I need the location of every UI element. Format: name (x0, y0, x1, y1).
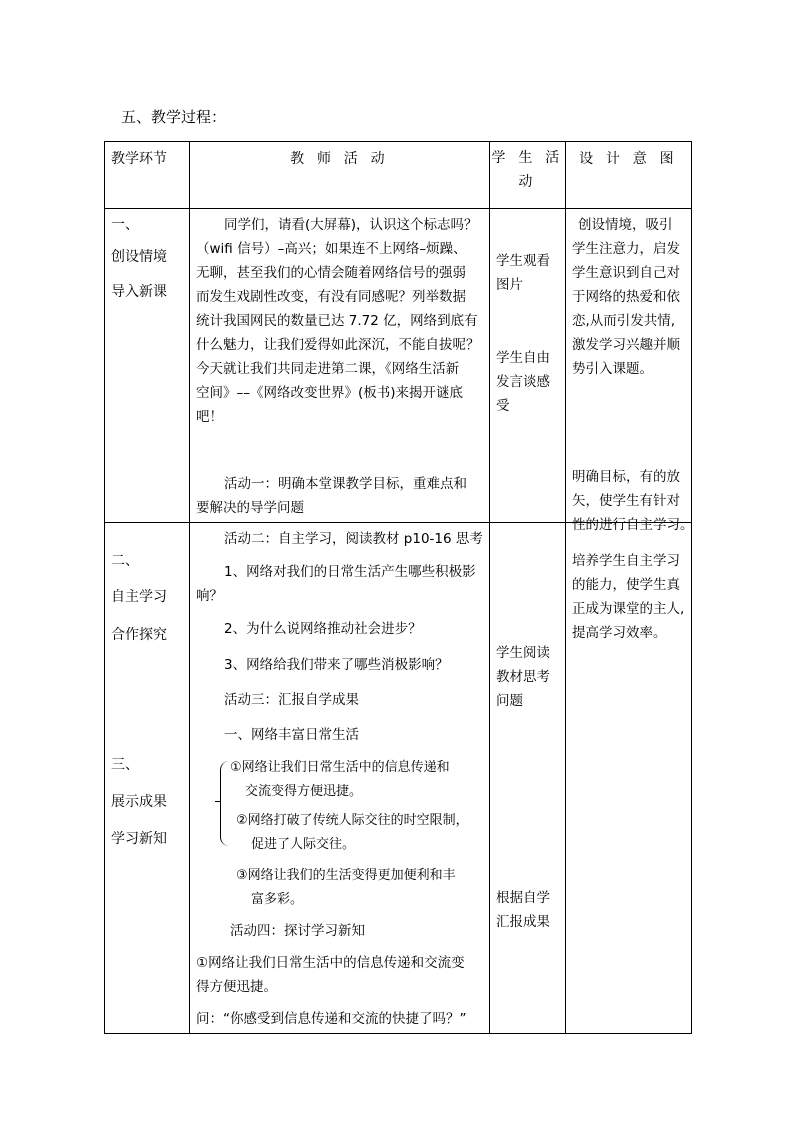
text-line: 明确目标，有的放 (572, 469, 680, 485)
text-line: 问题 (496, 693, 523, 709)
stage-title-line: 学习新知 (111, 831, 167, 847)
text-line: 统计我国网民的数量已达 7.72 亿，网络到底有 (196, 313, 478, 329)
stage-cell-1 (105, 209, 190, 523)
text-line: 什么魅力，让我们爱得如此深沉，不能自拔呢？ (196, 337, 480, 353)
activity-two: 活动二：自主学习，阅读教材 p10-16 思考 (224, 531, 483, 547)
design-intent-text (572, 549, 696, 645)
section-title: 一、网络丰富日常生活 (224, 727, 359, 743)
design-cell-2 (566, 523, 692, 1034)
design-cell-1 (566, 209, 694, 533)
text-line: 发言谈感 (496, 374, 550, 390)
point-three (236, 864, 486, 912)
design-intent-text (572, 213, 696, 381)
text-line: 交流变得方便迅捷。 (245, 784, 363, 799)
text-line: 1、网络对我们的日常生活产生哪些积极影 (224, 564, 476, 580)
stage-title-line: 导入新课 (111, 284, 167, 300)
student-activity-text (496, 249, 550, 297)
question-two: 2、为什么说网络推动社会进步？ (224, 621, 422, 637)
header-student: 学 生 活 动 (490, 142, 566, 209)
text-line: 无聊，甚至我们的心情会随着网络信号的强弱 (196, 265, 466, 281)
text-line: 学生意识到自己对 (572, 265, 680, 281)
text-line: ①网络让我们日常生活中的信息传递和交流变 (196, 955, 465, 971)
stage-title-line: 合作探究 (111, 627, 167, 643)
stage-number: 一、 (111, 217, 139, 233)
text-line: 创设情境，吸引 (578, 217, 673, 233)
text-line: 教材思考 (496, 669, 550, 685)
teacher-intro-text (196, 213, 488, 429)
stage-cell-2 (105, 523, 190, 1034)
text-line: 吧！ (196, 409, 223, 425)
section-heading: 五、教学过程： (121, 108, 227, 126)
text-line: 学生自由 (496, 350, 550, 366)
text-line: 培养学生自主学习 (572, 553, 680, 569)
stage-number: 三、 (111, 757, 139, 773)
text-line: 势引入课题。 (572, 361, 653, 377)
text-line: 得方便迅捷。 (196, 979, 277, 995)
text-line: 的能力，使学生真 (572, 577, 680, 593)
question-text: 问：“你感受到信息传递和交流的快捷了吗？” (196, 1011, 467, 1027)
text-line: 根据自学 (496, 890, 550, 906)
question-one (196, 560, 488, 608)
stage-title-line: 自主学习 (111, 589, 167, 605)
text-line: 提高学习效率。 (572, 625, 667, 641)
text-line: 于网络的热爱和依 (572, 289, 680, 305)
text-line: （wifi 信号）–高兴；如果连不上网络–烦躁、 (196, 241, 467, 257)
text-line: 图片 (496, 277, 523, 293)
header-design: 设 计 意 图 (566, 142, 692, 209)
text-line: 性的进行自主学习。 (572, 517, 694, 533)
activity-four: 活动四：探讨学习新知 (230, 923, 365, 939)
student-activity-text (496, 641, 550, 713)
teacher-cell-1 (190, 209, 490, 523)
student-activity-text (496, 886, 550, 934)
text-line: 学生观看 (496, 253, 550, 269)
activity-three: 活动三：汇报自学成果 (224, 692, 359, 708)
point-one (230, 756, 486, 804)
stage-title-line: 创设情境 (111, 249, 167, 265)
student-cell-2 (490, 523, 566, 1034)
text-line: 而发生戏剧性改变，有没有同感呢？列举数据 (196, 289, 466, 305)
point-two (236, 809, 490, 857)
text-line: 学生注意力，启发 (572, 241, 680, 257)
table-header-row (105, 142, 692, 209)
text-line: 空间》––《网络改变世界》(板书)来揭开谜底 (196, 385, 464, 401)
text-line: 受 (496, 398, 510, 414)
student-cell-1 (490, 209, 566, 523)
text-line: ③网络让我们的生活变得更加便利和丰 (236, 868, 456, 883)
activity-one-text (196, 472, 488, 520)
text-line: 汇报成果 (496, 914, 550, 930)
text-line: 今天就让我们共同走进第二课，《网络生活新 (196, 361, 460, 377)
header-teacher: 教 师 活 动 (190, 142, 490, 209)
text-line: 正成为课堂的主人, (572, 601, 685, 617)
teacher-cell-2 (190, 523, 490, 1034)
text-line: 矢，使学生有针对 (572, 493, 680, 509)
question-three: 3、网络给我们带来了哪些消极影响？ (224, 657, 449, 673)
teaching-process-table (104, 141, 692, 1034)
student-activity-text (496, 346, 550, 418)
text-line: ②网络打破了传统人际交往的时空限制， (236, 813, 469, 828)
stage-number: 二、 (111, 553, 139, 569)
stage-title-line: 展示成果 (111, 794, 167, 810)
text-line: 恋,从而引发共情, (572, 313, 676, 329)
text-line: 学生阅读 (496, 645, 550, 661)
text-line: 富多彩。 (251, 892, 304, 907)
point-four (196, 951, 488, 999)
text-line: 活动一：明确本堂课教学目标，重难点和 (224, 476, 467, 492)
table-row-intro (105, 209, 692, 523)
brace-bracket (220, 761, 229, 846)
text-line: 促进了人际交往。 (251, 837, 356, 852)
header-stage: 教学环节 (105, 142, 190, 209)
text-line: 同学们，请看(大屏幕)，认识这个标志吗？ (224, 217, 478, 233)
table-row-study (105, 523, 692, 1034)
text-line: 激发学习兴趣并顺 (572, 337, 680, 353)
text-line: 要解决的导学问题 (196, 500, 304, 516)
text-line: ①网络让我们日常生活中的信息传递和 (230, 760, 450, 775)
text-line: 响？ (196, 588, 223, 604)
